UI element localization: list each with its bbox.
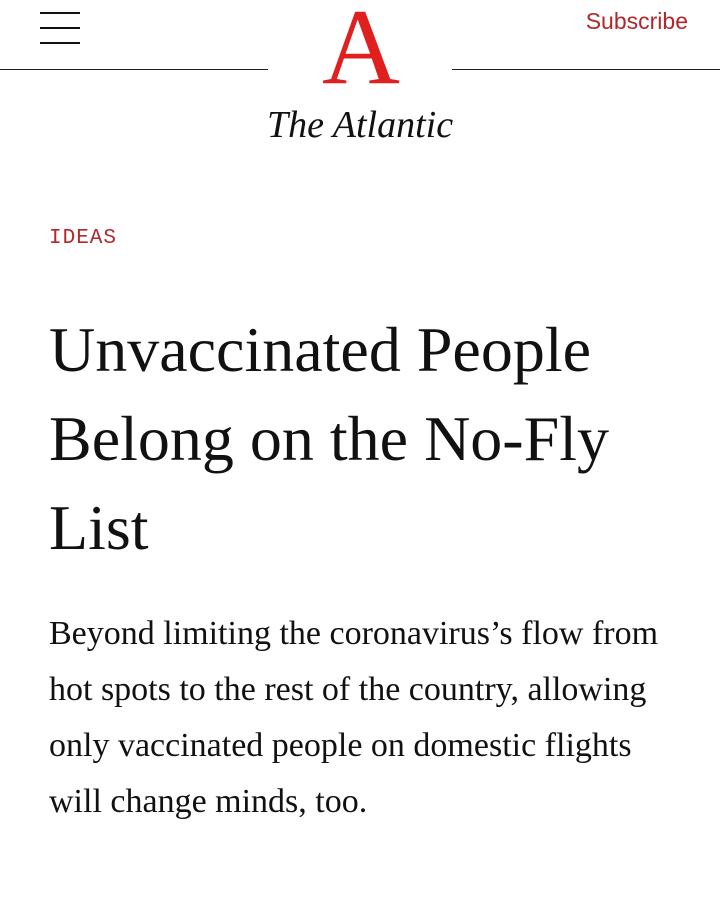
article-dek: Beyond limiting the coronavirus’s flow from hot spots to the rest of the country, allowing only vaccinated people on domestic flights will change minds, too. — [49, 615, 659, 820]
menu-button[interactable] — [40, 12, 80, 46]
atlantic-logo-mark[interactable]: A — [322, 0, 398, 107]
article-headline: Unvaccinated People Belong on the No-Fly List — [49, 314, 609, 563]
section-label[interactable]: IDEAS — [49, 227, 118, 250]
subscribe-link[interactable]: Subscribe — [585, 8, 688, 34]
site-header — [0, 0, 720, 160]
header-divider-right — [452, 69, 720, 70]
menu-icon-bar — [40, 12, 80, 14]
menu-icon-bar — [40, 42, 80, 44]
atlantic-wordmark[interactable]: The Atlantic — [266, 104, 454, 146]
header-divider-left — [0, 69, 268, 70]
menu-icon-bar — [40, 27, 80, 29]
